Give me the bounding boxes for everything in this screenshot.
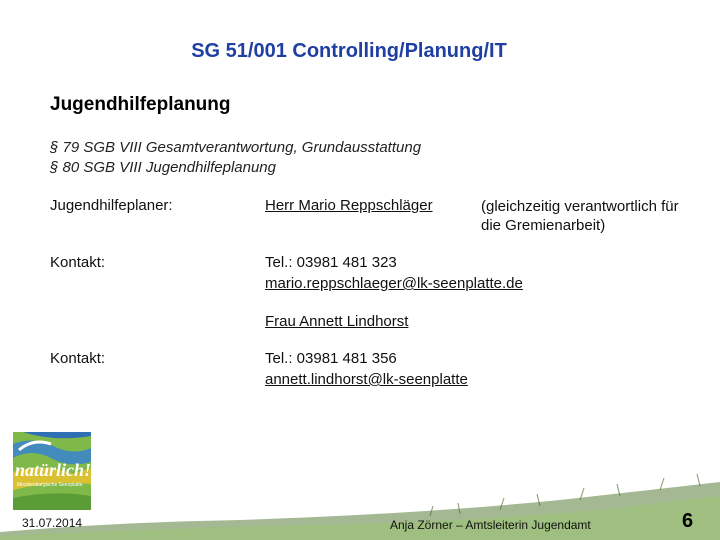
footer-date: 31.07.2014 (22, 516, 83, 530)
logo-text: natürlich! (15, 460, 91, 480)
planner-name-link[interactable]: Herr Mario Reppschläger (265, 197, 433, 214)
contact2-label: Kontakt: (50, 350, 106, 367)
planner-note-line-1: (gleichzeitig verantwortlich für (481, 198, 679, 215)
contact1-tel: Tel.: 03981 481 323 (265, 254, 397, 271)
law-line-80: § 80 SGB VIII Jugendhilfeplanung (50, 159, 276, 176)
contact1-email-link[interactable]: mario.reppschlaeger@lk-seenplatte.de (265, 275, 523, 292)
slide-title: SG 51/001 Controlling/Planung/IT (191, 40, 507, 62)
page-number: 6 (682, 510, 694, 532)
contact1-label: Kontakt: (50, 254, 106, 271)
section-heading: Jugendhilfeplanung (50, 94, 231, 115)
grass-decoration (0, 470, 720, 540)
contact2-email-link[interactable]: annett.lindhorst@lk-seenplatte (265, 371, 468, 388)
planner-label: Jugendhilfeplaner: (50, 197, 173, 214)
logo-subtext: Mecklenburgische Seenplatte (17, 482, 83, 488)
contact2-tel: Tel.: 03981 481 356 (265, 350, 397, 367)
footer-author: Anja Zörner – Amtsleiterin Jugendamt (390, 518, 591, 532)
planner-note-line-2: die Gremienarbeit) (481, 217, 606, 234)
law-line-79: § 79 SGB VIII Gesamtverantwortung, Grundausstattung (50, 139, 422, 156)
person2-name-link[interactable]: Frau Annett Lindhorst (265, 313, 409, 330)
planner-note (481, 197, 679, 235)
naturlich-logo (13, 432, 91, 510)
